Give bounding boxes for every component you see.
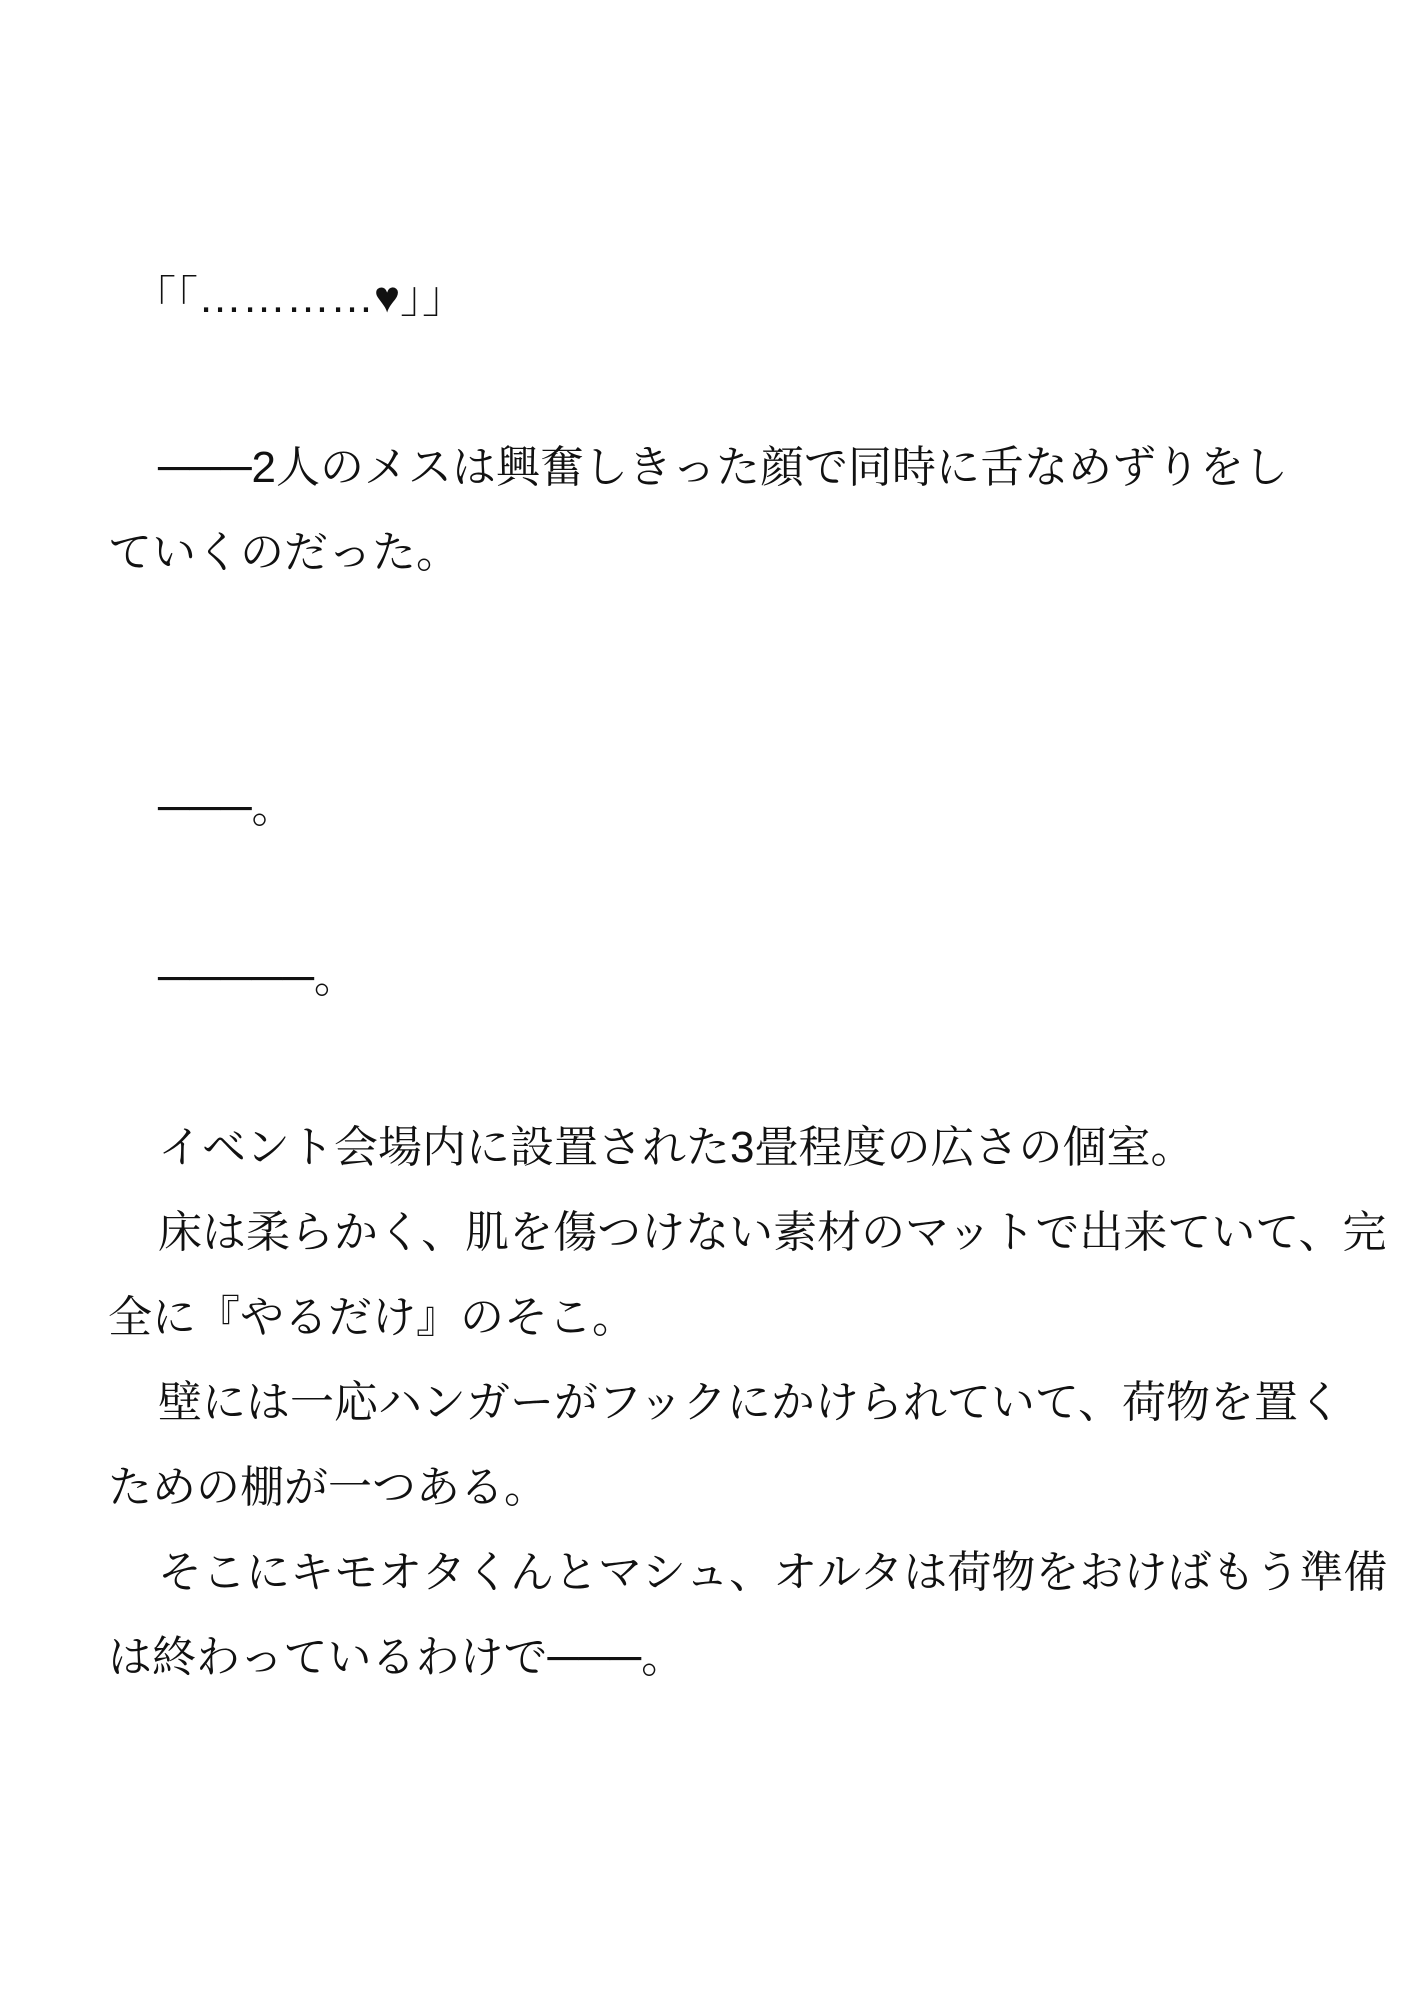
text-line-10: ための棚が一つある。	[108, 1463, 548, 1512]
text-line-4: ───。	[158, 783, 296, 832]
text-line-1: 「「…………♥」」	[132, 273, 467, 322]
text-line-2: ───2人のメスは興奮しきった顔で同時に舌なめずりをし	[158, 443, 1288, 492]
text-line-8: 全に『やるだけ』のそこ。	[108, 1293, 636, 1342]
text-line-3: ていくのだった。	[108, 528, 460, 577]
text-line-9: 壁には一応ハンガーがフックにかけられていて、荷物を置く	[158, 1378, 1343, 1427]
text-block	[108, 255, 1388, 1700]
text-line-6: イベント会場内に設置された3畳程度の広さの個室。	[158, 1123, 1195, 1172]
text-line-12: は終わっているわけで───。	[108, 1633, 686, 1682]
text-line-7: 床は柔らかく、肌を傷つけない素材のマットで出来ていて、完	[158, 1208, 1387, 1257]
text-line-11: そこにキモオタくんとマシュ、オルタは荷物をおけばもう準備	[158, 1548, 1388, 1597]
text-line-5: ─────。	[158, 953, 358, 1002]
